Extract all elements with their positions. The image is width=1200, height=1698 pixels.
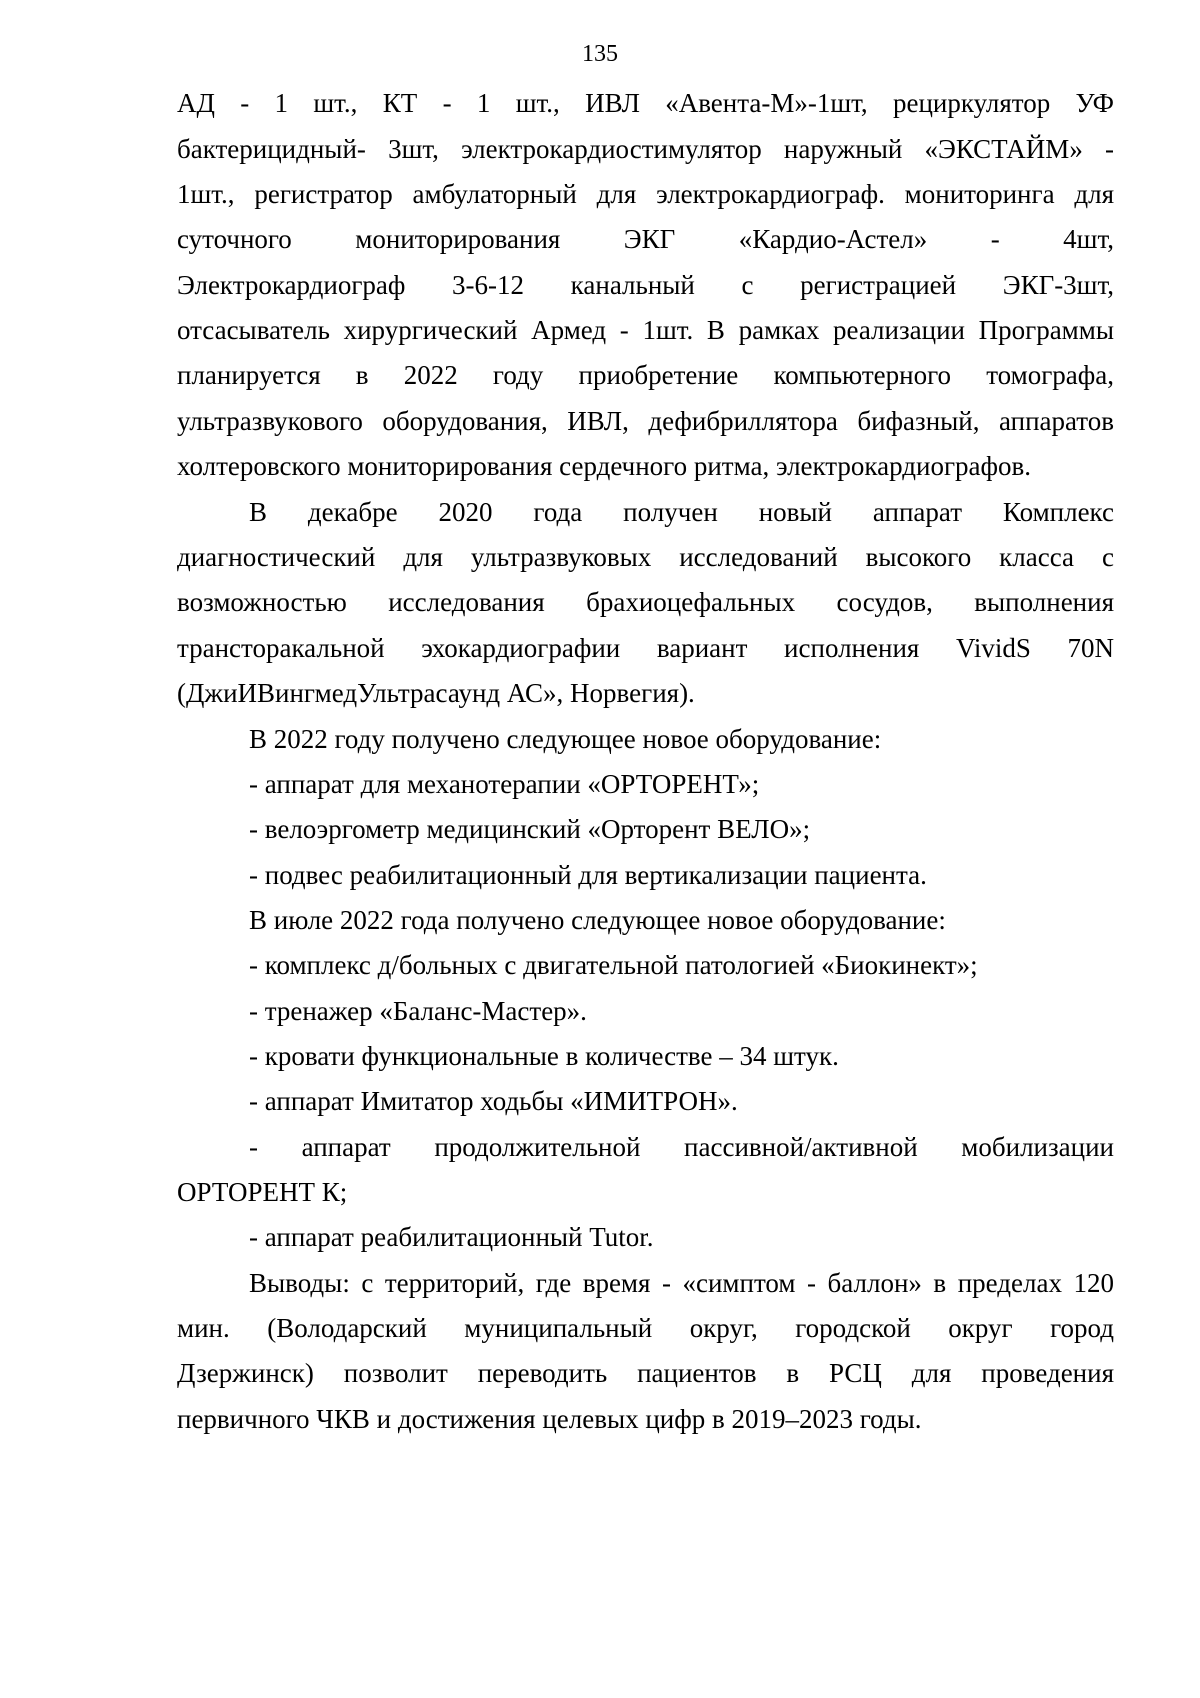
text-line-5: Электрокардиограф 3-6-12 канальный с регистрацией ЭКГ-3шт, — [177, 270, 1114, 300]
text-line-15: В 2022 году получено следующее новое оборудование: — [249, 724, 882, 754]
text-line-30: первичного ЧКВ и достижения целевых цифр в 2019–2023 годы. — [177, 1404, 922, 1434]
text-line-4: суточного мониторирования ЭКГ «Кардио-Астел» - 4шт, — [177, 224, 1114, 254]
text-line-12: возможностью исследования брахиоцефальных сосудов, выполнения — [177, 587, 1114, 617]
text-line-23: - аппарат Имитатор ходьбы «ИМИТРОН». — [249, 1086, 738, 1116]
text-line-28: мин. (Володарский муниципальный округ, городской округ город — [177, 1313, 1114, 1343]
text-line-18: - подвес реабилитационный для вертикализации пациента. — [249, 860, 927, 890]
text-line-3: 1шт., регистратор амбулаторный для электрокардиограф. мониторинга для — [177, 179, 1114, 209]
text-line-10: В декабре 2020 года получен новый аппарат Комплекс — [249, 497, 1114, 527]
text-line-13: трансторакальной эхокардиографии вариант исполнения VividS 70N — [177, 633, 1114, 663]
text-line-19: В июле 2022 года получено следующее новое оборудование: — [249, 905, 946, 935]
text-line-1: АД - 1 шт., КТ - 1 шт., ИВЛ «Авента-М»-1шт, рециркулятор УФ — [177, 88, 1114, 118]
text-line-16: - аппарат для механотерапии «ОРТОРЕНТ»; — [249, 769, 760, 799]
text-line-2: бактерицидный- 3шт, электрокардиостимулятор наружный «ЭКСТАЙМ» - — [177, 134, 1114, 164]
text-line-26: - аппарат реабилитационный Tutor. — [249, 1222, 654, 1252]
text-line-14: (ДжиИВингмедУльтрасаунд АС», Норвегия). — [177, 678, 695, 708]
text-line-21: - тренажер «Баланс-Мастер». — [249, 996, 587, 1026]
text-line-29: Дзержинск) позволит переводить пациентов в РСЦ для проведения — [177, 1358, 1114, 1388]
text-line-17: - велоэргометр медицинский «Орторент ВЕЛО»; — [249, 814, 811, 844]
page-number: 135 — [582, 41, 618, 67]
text-line-8: ультразвукового оборудования, ИВЛ, дефибриллятора бифазный, аппаратов — [177, 406, 1114, 436]
text-line-22: - кровати функциональные в количестве – 34 штук. — [249, 1041, 839, 1071]
text-line-11: диагностический для ультразвуковых исследований высокого класса с — [177, 542, 1114, 572]
text-line-24: - аппарат продолжительной пассивной/активной мобилизации — [249, 1132, 1114, 1162]
text-line-25: ОРТОРЕНТ К; — [177, 1177, 348, 1207]
text-line-9: холтеровского мониторирования сердечного ритма, электрокардиографов. — [177, 451, 1031, 481]
text-line-20: - комплекс д/больных с двигательной патологией «Биокинект»; — [249, 950, 978, 980]
text-line-27: Выводы: с территорий, где время - «симптом - баллон» в пределах 120 — [249, 1268, 1114, 1298]
text-line-7: планируется в 2022 году приобретение компьютерного томографа, — [177, 360, 1114, 390]
text-line-6: отсасыватель хирургический Армед - 1шт. В рамках реализации Программы — [177, 315, 1114, 345]
